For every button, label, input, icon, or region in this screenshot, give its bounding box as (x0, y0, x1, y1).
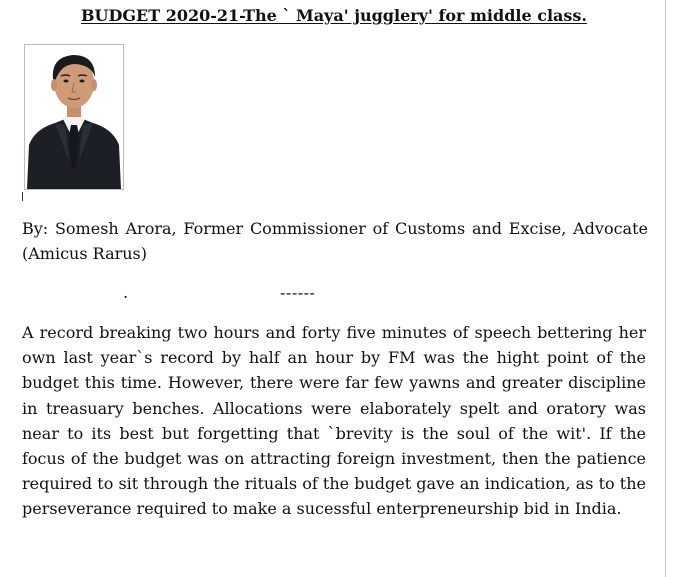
separator-dashes: ------ (280, 283, 316, 302)
author-portrait-image (25, 45, 123, 189)
separator-dot: . (123, 283, 129, 302)
page-edge (665, 0, 666, 577)
author-byline: By: Somesh Arora, Former Commissioner of Customs and Excise, Advocate (Amicus Rarus) (22, 219, 648, 263)
article-title: BUDGET 2020-21-The ` Maya' jugglery' for middle class. (81, 6, 587, 25)
author-photo (24, 44, 124, 190)
text-cursor-mark (22, 192, 23, 201)
article-body: A record breaking two hours and forty five minutes of speech bettering her own last year`s record by half an hour by FM was the hight point of the budget this time. However, there were far few yawns and greater discipline in treasuary benches. Allocations were elaborately spelt and oratory was near to its best but forgetting that `brevity is the soul of the wit'. If the focus of the budget was on attracting foreign investment, then the patience required to sit through the rituals of the budget gave an indication, as to the perseverance required to make a sucessful enterpreneurship bid in India. (22, 323, 646, 519)
